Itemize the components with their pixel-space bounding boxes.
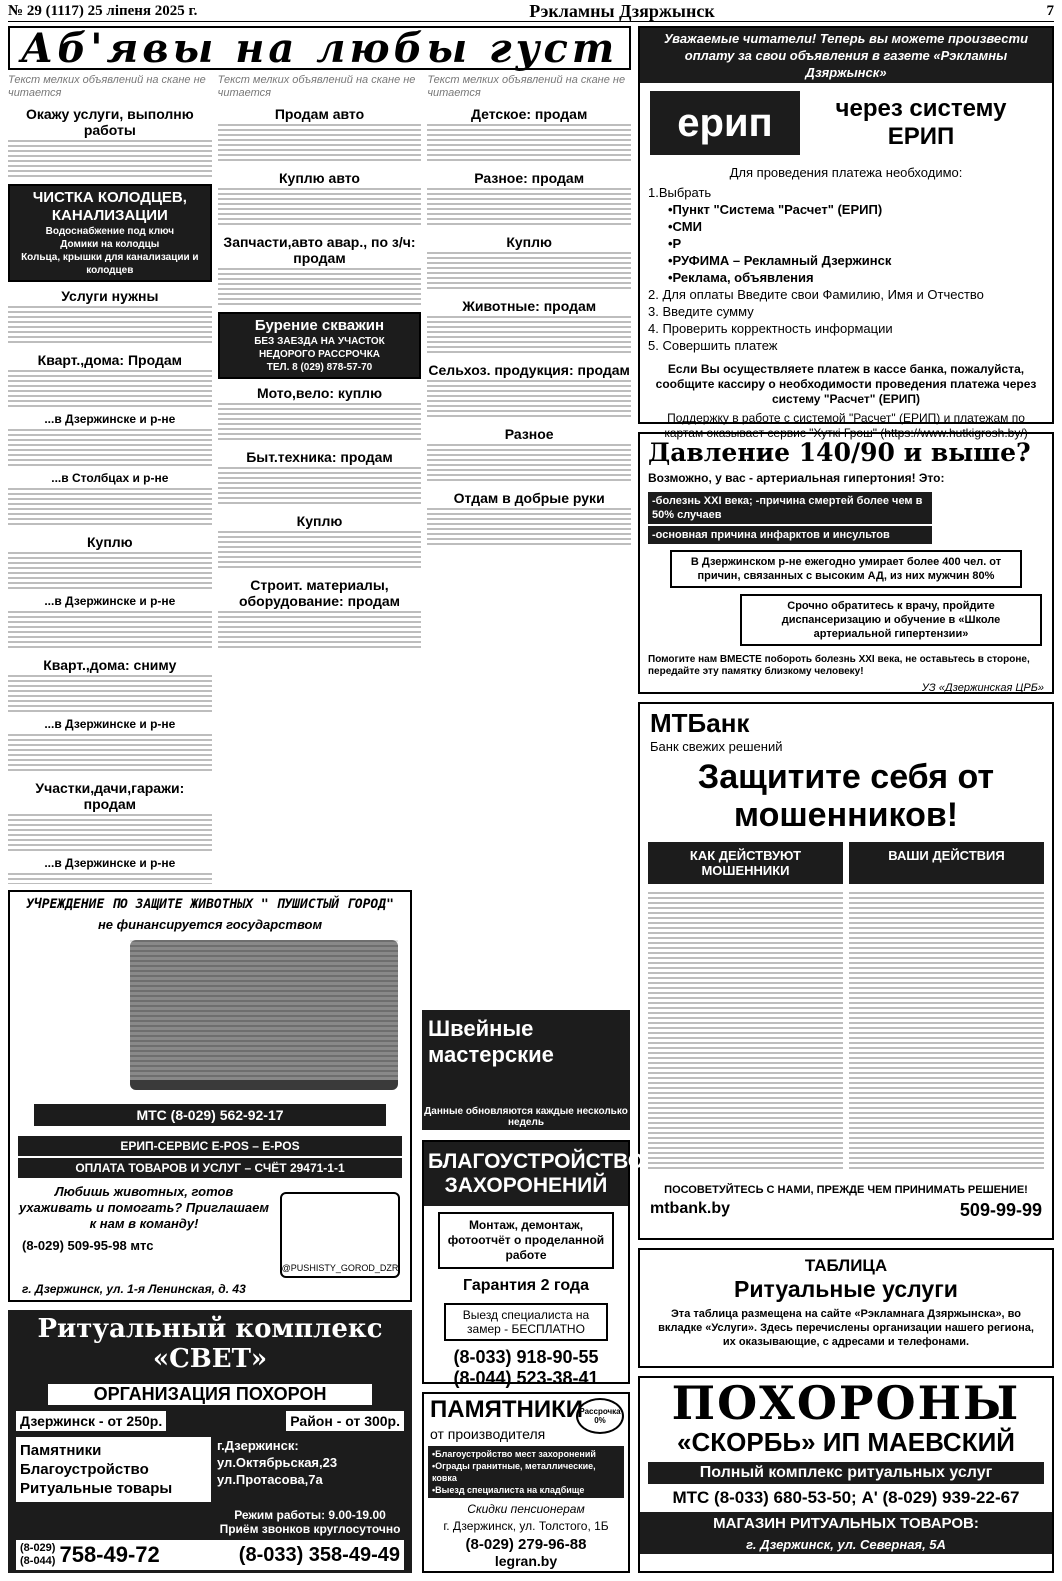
mtbank-site: mtbank.by [650,1200,731,1217]
section-heading: Строит. материалы, оборудование: продам [238,577,400,609]
blago-visit: Выезд специалиста на замер - БЕСПЛАТНО [444,1303,608,1341]
sewing-title: Швейные мастерские [428,1016,554,1067]
issue-info: № 29 (1117) 25 ліпеня 2025 г. [8,3,198,19]
pamyatniki-discount: Скидки пенсионерам [467,1502,585,1516]
erip-intro: Для проведения платежа необходимо: [729,165,963,180]
erip-logo: ерип [650,91,800,155]
hypertension-stat: В Дзержинском р-не ежегодно умирает более 400 чел. от причин, связанных с высоким АД, из них мужчин 80% [670,550,1022,588]
mtbank-col-right-text [849,890,1044,1180]
svet-phone1: 758-49-72 [59,1542,160,1567]
classifieds-column-3 [427,74,631,884]
mtbank-col-right-title: ВАШИ ДЕЙСТВИЯ [849,842,1044,884]
mtbank-ad [638,702,1054,1240]
svet-item: Благоустройство [20,1461,149,1478]
pamyatniki-phone: (8-029) 279-96-88 [465,1536,587,1553]
erip-step: 2. Для оплаты Введите свои Фамилию, Имя и Отчество [648,287,984,302]
hypertension-ad [638,432,1054,694]
section-heading: Участки,дачи,гаражи: продам [35,780,185,812]
animals-invite: Любишь животных, готов ухаживать и помогать? Приглашаем к нам в команду! [19,1184,269,1231]
table-subtitle: Ритуальные услуги [734,1276,958,1302]
blago-phone2: (8-044) 523-38-41 [453,1368,599,1388]
classifieds-column-2 [218,74,422,884]
erip-step: •Р [668,236,682,251]
erip-step: •Пункт "Система "Расчет" (ЕРИП) [668,202,883,217]
section-heading: Окажу услуги, выполню работы [25,106,194,138]
blago-line1: Монтаж, демонтаж, фотоотчёт о проделанной работе [438,1212,614,1269]
page-header [8,2,1054,22]
blago-ad [422,1140,645,1388]
svet-item: Ритуальные товары [20,1480,173,1497]
pamyatniki-ad [422,1392,630,1573]
erip-step: •Реклама, объявления [668,270,814,285]
subsection-heading: ...в Дзержинске и р-не [44,717,176,731]
erip-step: 1.Выбрать [648,185,712,200]
svet-addr1: ул.Октябрьская,23 [217,1455,338,1470]
pohorony-ad [638,1376,1054,1573]
pohorony-shop: МАГАЗИН РИТУАЛЬНЫХ ТОВАРОВ: [640,1512,1052,1535]
section-masthead: Аб'явы на любы густ [8,26,631,70]
ad-text-placeholder [8,552,212,592]
section-heading: Разное [504,426,554,442]
ad-text-placeholder [8,306,212,346]
placeholder-note: Текст мелких объявлений на скане не читается [217,74,416,99]
section-heading: Услуги нужны [61,288,159,304]
section-heading: Куплю [296,513,343,529]
erip-step: 3. Введите сумму [648,304,754,319]
mtbank-col-left-title: КАК ДЕЙСТВУЮТ МОШЕННИКИ [648,842,843,884]
boxed-ad-line: Кольца, крышки для канализации и колодцев [21,252,199,276]
erip-step: 4. Проверить корректность информации [648,321,893,336]
boxed-ad-sewer [8,184,212,282]
boxed-ad-drill [218,312,422,379]
ad-text-placeholder [427,252,631,292]
svet-sub: ОРГАНИЗАЦИЯ ПОХОРОН [48,1384,372,1405]
mtbank-tagline: Банк свежих решений [650,739,783,754]
newspaper-title: Рэкламны Дзяржынск [529,1,715,21]
section-heading: Разное: продам [474,170,585,186]
ad-text-placeholder [8,488,212,528]
mtbank-footer: ПОСОВЕТУЙТЕСЬ С НАМИ, ПРЕЖДЕ ЧЕМ ПРИНИМАТЬ РЕШЕНИЕ! [664,1184,1028,1196]
ad-text-placeholder [427,124,631,164]
pamyatniki-address: г. Дзержинск, ул. Толстого, 1Б [443,1519,609,1533]
erip-banner: Уважаемые читатели! Теперь вы можете произвести оплату за свои объявления в газете «Рэкламны Дзяржынск» [640,28,1052,83]
animals-insta: @PUSHISTY_GOROD_DZR [281,1263,399,1273]
erip-bank-note: Если Вы осуществляете платеж в кассе банка, пожалуйста, сообщите кассиру о необходимости проведения платежа через систему "Расчет" (ЕРИП) [655,362,1037,406]
section-heading: Продам авто [274,106,365,122]
ad-text-placeholder [8,734,212,774]
pamyatniki-sub: от производителя [430,1426,546,1442]
hypertension-point: -болезнь XXI века; -причина смертей более чем в 50% случаев [648,492,932,524]
svet-phone1-code-b: (8-044) [20,1555,56,1567]
section-heading: Кварт.,дома: Продам [37,352,182,368]
animals-ad [8,890,412,1302]
ad-text-placeholder [218,531,422,571]
subsection-heading: ...в Столбцах и р-не [51,471,169,485]
svet-items [16,1437,211,1502]
classifieds-column-1 [8,74,212,884]
hypertension-org: УЗ «Дзержинская ЦРБ» [921,682,1044,694]
boxed-ad-line: Водоснабжение под ключ [45,226,175,237]
section-heading: Детское: продам [471,106,588,122]
table-title: ТАБЛИЦА [804,1256,888,1275]
table-text: Эта таблица размещена на сайте «Рэкламнага Дзяржынска», во вкладке «Услуги». Здесь перечислены организации нашего региона, их оказывающие, с адресами и телефонами. [658,1308,1034,1348]
svet-phone1-code-a: (8-029) [20,1542,56,1554]
blago-guarantee: Гарантия 2 года [463,1277,589,1294]
ad-text-placeholder [218,268,422,308]
pohorony-name: «СКОРБЬ» ИП МАЕВСКИЙ [677,1427,1015,1457]
animals-erip2: ОПЛАТА ТОВАРОВ И УСЛУГ – СЧЁТ 29471-1-1 [18,1158,402,1178]
ad-text-placeholder [8,429,212,469]
svet-item: Памятники [20,1442,102,1459]
pohorony-address: г. Дзержинск, ул. Северная, 5А [640,1535,1052,1554]
hypertension-footer: Помогите нам ВМЕСТЕ побороть болезнь XXI века, не оставьтесь в стороне, передайте эту памятку близкому человеку! [648,654,1030,677]
classifieds-columns [8,74,631,884]
hypertension-points [648,492,932,544]
ad-text-placeholder [218,611,422,651]
animals-subtitle: не финансируется государством [97,917,323,932]
section-heading: Отдам в добрые руки [453,490,605,506]
sewing-ad [422,1010,630,1130]
subsection-heading: ...в Дзержинске и р-не [44,412,176,426]
section-heading: Быт.техника: продам [246,449,393,465]
svet-title: Ритуальный комплекс «СВЕТ» [37,1314,383,1374]
mtbank-phone: 509-99-99 [959,1200,1042,1220]
hypertension-title: Давление 140/90 и выше? [648,438,1031,467]
animals-address: г. Дзержинск, ул. 1-я Ленинская, д. 43 [22,1282,246,1296]
ad-text-placeholder [427,444,631,484]
svet-ad [8,1310,412,1573]
erip-step: •РУФИМА – Рекламный Дзержинск [668,253,892,268]
boxed-ad-line: Бурение скважин [254,317,385,334]
ad-text-placeholder [8,140,212,180]
boxed-ad-line: ТЕЛ. 8 (029) 878-57-70 [266,362,373,373]
ad-text-placeholder [8,370,212,410]
pamyatniki-item: •Ограды гранитные, металлические, ковка [432,1461,596,1483]
erip-support: Поддержку в работе с системой "Расчет" (ЕРИП) и платежам по картам оказывает сервис "Хуткі Грош" (https://www.hutkigrosh.by/) [664,411,1028,440]
animals-erip: ЕРИП-СЕРВИС E-POS – E-POS [18,1136,402,1156]
boxed-ad-line: БЕЗ ЗАЕЗДА НА УЧАСТОК [254,336,385,347]
svet-price1: Дзержинск - от 250р. [16,1411,166,1431]
ad-text-placeholder [427,316,631,356]
pamyatniki-site[interactable]: legran.by [494,1553,558,1569]
mtbank-logo: МТБанк [650,708,750,738]
subsection-heading: ...в Дзержинске и р-не [44,594,176,608]
animals-qr[interactable] [280,1192,400,1278]
pamyatniki-title: ПАМЯТНИКИ [430,1396,583,1423]
ad-text-placeholder [218,467,422,507]
svet-city: г.Дзержинск: [217,1438,299,1453]
ad-text-placeholder [218,188,422,228]
svet-phone2: (8-033) 358-49-49 [238,1543,400,1566]
section-heading: Животные: продам [462,298,597,314]
erip-step: •СМИ [668,219,702,234]
blago-phone1: (8-033) 918-90-55 [453,1347,599,1367]
ad-text-placeholder [8,814,212,854]
sewing-note: Данные обновляются каждые несколько недель [424,1106,628,1128]
animals-phone: МТС (8-029) 562-92-17 [34,1104,386,1126]
ad-text-placeholder [8,675,212,715]
ritual-table-note [638,1248,1054,1368]
pamyatniki-item: •Благоустройство мест захоронений [432,1449,596,1459]
animals-text-panel [130,940,398,1090]
section-heading: Запчасти,авто авар., по з/ч: продам [223,234,416,266]
pohorony-sub: Полный комплекс ритуальных услуг [648,1462,1044,1484]
pamyatniki-item: •Выезд специалиста на кладбище [432,1485,585,1495]
boxed-ad-line: ЧИСТКА КОЛОДЦЕВ, КАНАЛИЗАЦИИ [32,189,187,224]
hypertension-point: -основная причина инфарктов и инсультов [648,526,932,544]
erip-step: 5. Совершить платеж [648,338,778,353]
section-heading: Куплю [506,234,552,250]
pohorony-phones: МТС (8-033) 680-53-50; А' (8-029) 939-22-67 [672,1488,1020,1507]
erip-ad [638,26,1054,440]
ad-text-placeholder [427,508,631,548]
section-heading: Мото,вело: куплю [256,385,383,401]
svet-addr2: ул.Протасова,7а [217,1472,323,1487]
pamyatniki-badge: Рассрочка 0% [576,1398,624,1434]
animals-contact: (8-029) 509-95-98 мтс [22,1238,154,1253]
erip-steps [640,184,1052,354]
pamyatniki-items [428,1446,624,1498]
blago-title: БЛАГОУСТРОЙСТВО ЗАХОРОНЕНИЙ [424,1142,628,1206]
svet-calls: Приём звонков круглосуточно [219,1522,401,1536]
ad-text-placeholder [427,188,631,228]
svet-hours: Режим работы: 9.00-19.00 [234,1508,386,1522]
hypertension-subtitle: Возможно, у вас - артериальная гипертония! Это: [648,471,945,485]
ad-text-placeholder [218,403,422,443]
section-heading: Кварт.,дома: сниму [43,657,177,673]
placeholder-note: Текст мелких объявлений на скане не читается [427,74,626,99]
page-number: 7 [1046,3,1054,19]
section-heading: Куплю [87,534,133,550]
ad-text-placeholder [8,873,212,884]
section-heading: Сельхоз. продукция: продам [428,362,630,378]
section-heading: Куплю авто [279,170,360,186]
svet-price2: Район - от 300р. [286,1411,404,1431]
mtbank-col-left-text [648,890,843,1180]
boxed-ad-line: НЕДОРОГО РАССРОЧКА [258,349,381,360]
erip-heading: через систему ЕРИП [835,95,1007,150]
ad-text-placeholder [218,124,422,164]
placeholder-note: Текст мелких объявлений на скане не читается [8,74,206,99]
subsection-heading: ...в Дзержинске и р-не [44,856,176,870]
animals-title: УЧРЕЖДЕНИЕ ПО ЗАЩИТЕ ЖИВОТНЫХ " ПУШИСТЫЙ ГОРОД" [26,897,394,912]
pohorony-title: ПОХОРОНЫ [671,1376,1021,1430]
hypertension-advice: Срочно обратитесь к врачу, пройдите диспансеризацию и обучение в «Школе артериальной гипертензии» [740,594,1042,646]
boxed-ad-line: Домики на колодцы [60,239,160,250]
mtbank-headline: Защитите себя от мошенников! [697,758,995,834]
ad-text-placeholder [8,611,212,651]
ad-text-placeholder [427,380,631,420]
